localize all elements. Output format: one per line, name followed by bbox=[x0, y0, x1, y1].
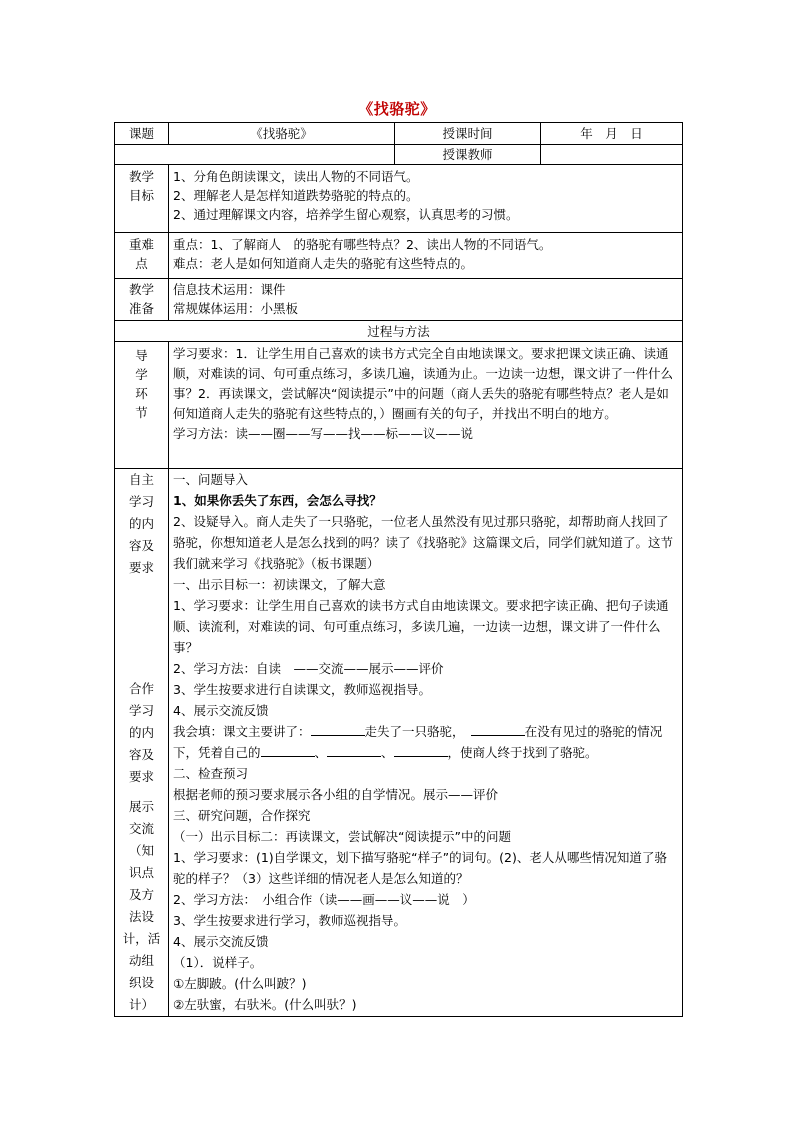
main-line: 2、学习方法： 小组合作（读——画——议——说 ） bbox=[173, 892, 475, 907]
fill-sep: 、 bbox=[381, 745, 394, 760]
keypoint-item: 重点：1、了解商人 的骆驼有哪些特点？2、读出人物的不同语气。 bbox=[173, 237, 552, 252]
main-row bbox=[115, 469, 683, 1017]
teacher-label: 授课教师 bbox=[395, 145, 541, 165]
header-row-topic bbox=[115, 123, 683, 145]
main-line: 根据老师的预习要求展示各小组的自学情况。展示——评价 bbox=[173, 787, 499, 802]
goal-item: 1、分角色朗读课文，读出人物的不同语气。 bbox=[173, 169, 419, 184]
guide-row bbox=[115, 342, 683, 469]
main-line: ②左驮蜜，右驮米。(什么叫驮？) bbox=[173, 997, 357, 1012]
time-value: 年 月 日 bbox=[541, 123, 683, 145]
teacher-value bbox=[541, 145, 683, 165]
teacher-blank bbox=[115, 145, 395, 165]
process-header: 过程与方法 bbox=[115, 321, 683, 342]
guide-text: 学习要求：1．让学生用自己喜欢的读书方式完全自由地读课文。要求把课文读正确、读通顺，对难读的词、句可重点练习，多读几遍，读通为止。一边读一边想，课文讲了一件什么事？2．再读课文，尝试解决“阅读提示”中的问题（商人丢失的骆驼有哪些特点？老人是如何知道商人走失的骆驼有这些特点的，）圈画有关的句子，并找出不明白的地方。 bbox=[173, 346, 674, 421]
main-line: 3、学生按要求进行学习，教师巡视指导。 bbox=[173, 913, 406, 928]
main-line: 1、如果你丢失了东西，会怎么寻找？ bbox=[173, 493, 382, 508]
main-label: 自主 学习 的内 容及 要求 合作 学习 的内 容及 要求 展示 交流 （知 识点 及方 法设 计，活 动组 织设 计） bbox=[115, 469, 169, 1017]
fill-end: ，使商人终于找到了骆驼。 bbox=[447, 745, 598, 760]
main-line: 二、检查预习 bbox=[173, 766, 249, 781]
main-line: 2、学习方法：自读 ——交流——展示——评价 bbox=[173, 661, 444, 676]
main-line: （1）．说样子。 bbox=[173, 955, 263, 970]
fill-blank bbox=[471, 723, 525, 736]
header-row-teacher bbox=[115, 145, 683, 165]
topic-label: 课题 bbox=[115, 123, 169, 145]
prep-row bbox=[115, 279, 683, 321]
fill-text: 走失了一只骆驼， bbox=[364, 724, 459, 739]
goals-row bbox=[115, 165, 683, 233]
goal-item: 2、通过理解课文内容，培养学生留心观察，认真思考的习惯。 bbox=[173, 207, 519, 222]
main-line: 3、学生按要求进行自读课文，教师巡视指导。 bbox=[173, 682, 431, 697]
main-line: 4、展示交流反馈 bbox=[173, 934, 269, 949]
keypoints-content bbox=[169, 233, 683, 279]
goal-item: 2、理解老人是怎样知道跌势骆驼的特点的。 bbox=[173, 188, 419, 203]
page-title: 《找骆驼》 bbox=[358, 100, 436, 118]
fill-in-sentence bbox=[173, 721, 678, 763]
fill-blank bbox=[394, 744, 448, 757]
prep-item: 信息技术运用：课件 bbox=[173, 282, 286, 297]
time-label: 授课时间 bbox=[395, 123, 541, 145]
main-line: 1、学习要求：(1)自学课文，划下描写骆驼“样子”的词句。(2)、老人从哪些情况知道了骆驼的样子？（3）这些详细的情况老人是怎么知道的？ bbox=[173, 850, 667, 886]
guide-label: 导 学 环 节 bbox=[115, 342, 169, 469]
keypoints-label: 重难 点 bbox=[115, 233, 169, 279]
keypoint-item: 难点：老人是如何知道商人走失的骆驼有这些特点的。 bbox=[173, 256, 474, 271]
main-content bbox=[169, 469, 683, 1017]
main-line: 一、问题导入 bbox=[173, 472, 249, 487]
guide-content bbox=[169, 342, 683, 469]
topic-value: 《找骆驼》 bbox=[169, 123, 395, 145]
main-line: ①左脚跛。(什么叫跛？) bbox=[173, 976, 307, 991]
keypoints-row bbox=[115, 233, 683, 279]
process-header-row bbox=[115, 321, 683, 342]
prep-item: 常规媒体运用：小黑板 bbox=[173, 301, 299, 316]
fill-blank bbox=[311, 723, 365, 736]
prep-content bbox=[169, 279, 683, 321]
lesson-plan-table bbox=[114, 122, 683, 1017]
main-line: 三、研究问题，合作探究 bbox=[173, 808, 311, 823]
prep-label: 教学 准备 bbox=[115, 279, 169, 321]
goals-content bbox=[169, 165, 683, 233]
fill-prefix: 我会填：课文主要讲了： bbox=[173, 724, 311, 739]
fill-blank bbox=[327, 744, 381, 757]
main-line: 1、学习要求：让学生用自己喜欢的读书方式自由地读课文。要求把字读正确、把句子读通顺、读流利，对难读的词、句可重点练习，多读几遍，一边读一边想，课文讲了一件什么事？ bbox=[173, 598, 669, 655]
guide-method: 学习方法：读——圈——写——找——标——议——说 bbox=[173, 426, 474, 441]
fill-blank bbox=[261, 744, 315, 757]
main-line: 一、出示目标一：初读课文，了解大意 bbox=[173, 577, 386, 592]
main-line: 2、设疑导入。商人走失了一只骆驼，一位老人虽然没有见过那只骆驼，却帮助商人找回了骆驼，你想知道老人是怎么找到的吗？读了《找骆驼》这篇课文后，同学们就知道了。这节我们就来学习《找骆驼》（板书课题） bbox=[173, 514, 674, 571]
fill-text: 在没有见过的骆驼的情况下，凭着自己的 bbox=[173, 724, 663, 760]
main-line: （一）出示目标二：再读课文，尝试解决“阅读提示”中的问题 bbox=[173, 829, 511, 844]
goals-label: 教学 目标 bbox=[115, 165, 169, 233]
fill-sep: 、 bbox=[314, 745, 328, 760]
main-line: 4、展示交流反馈 bbox=[173, 703, 269, 718]
